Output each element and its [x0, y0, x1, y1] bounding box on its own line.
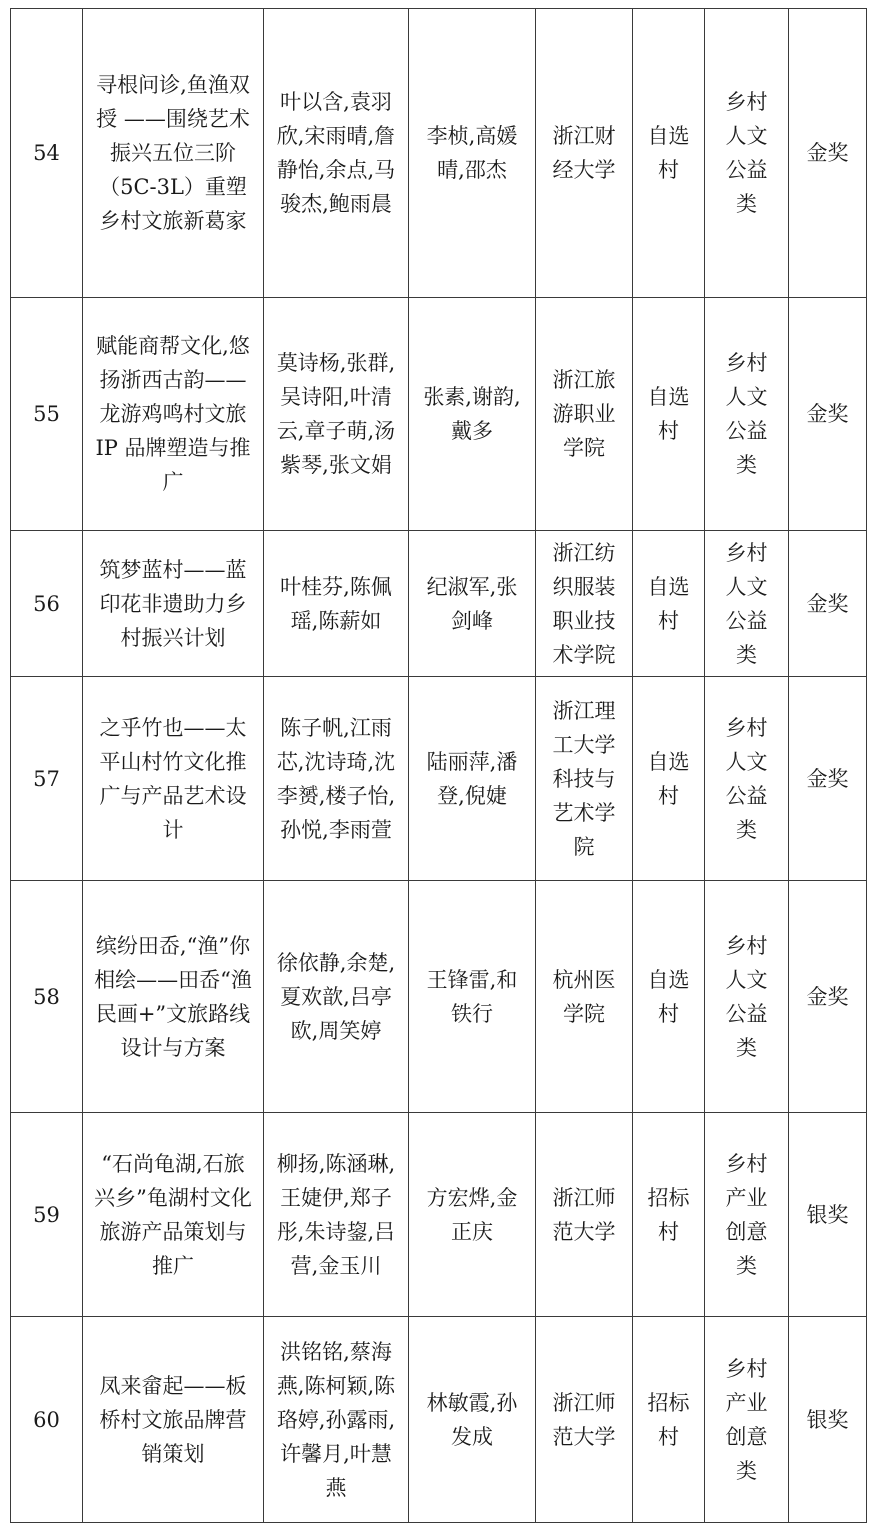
project-name: “石尚龟湖,石旅兴乡”龟湖村文化旅游产品策划与推广 — [83, 1113, 264, 1317]
table-row — [11, 881, 867, 1113]
table-row — [11, 1113, 867, 1317]
team-members: 洪铭铭,蔡海燕,陈柯颖,陈珞婷,孙露雨,许馨月,叶慧燕 — [264, 1317, 409, 1523]
advisors: 方宏烨,金正庆 — [409, 1113, 536, 1317]
table-row — [11, 531, 867, 677]
project-name: 寻根问诊,鱼渔双授 ——围绕艺术振兴五位三阶（5C-3L）重塑乡村文旅新葛家 — [83, 9, 264, 298]
table-row — [11, 298, 867, 531]
project-name: 缤纷田岙,“渔”你相绘——田岙“渔民画+”文旅路线设计与方案 — [83, 881, 264, 1113]
category: 乡村人文公益类 — [705, 677, 789, 881]
award-table — [10, 8, 867, 1523]
school: 浙江财经大学 — [536, 9, 633, 298]
award: 金奖 — [789, 531, 867, 677]
award: 金奖 — [789, 677, 867, 881]
award: 银奖 — [789, 1113, 867, 1317]
table-row — [11, 677, 867, 881]
category: 乡村人文公益类 — [705, 298, 789, 531]
village-type: 招标村 — [633, 1113, 705, 1317]
row-number: 60 — [11, 1317, 83, 1523]
village-type: 招标村 — [633, 1317, 705, 1523]
category: 乡村人文公益类 — [705, 9, 789, 298]
category: 乡村人文公益类 — [705, 881, 789, 1113]
award: 金奖 — [789, 881, 867, 1113]
team-members: 叶桂芬,陈佩瑶,陈薪如 — [264, 531, 409, 677]
advisors: 陆丽萍,潘登,倪婕 — [409, 677, 536, 881]
team-members: 徐依静,余楚,夏欢歆,吕亭欧,周笑婷 — [264, 881, 409, 1113]
school: 杭州医学院 — [536, 881, 633, 1113]
category: 乡村产业创意类 — [705, 1113, 789, 1317]
school: 浙江纺织服装职业技术学院 — [536, 531, 633, 677]
school: 浙江师范大学 — [536, 1317, 633, 1523]
advisors: 王锋雷,和铁行 — [409, 881, 536, 1113]
village-type: 自选村 — [633, 9, 705, 298]
category: 乡村人文公益类 — [705, 531, 789, 677]
award: 金奖 — [789, 298, 867, 531]
school: 浙江旅游职业学院 — [536, 298, 633, 531]
advisors: 纪淑军,张剑峰 — [409, 531, 536, 677]
row-number: 59 — [11, 1113, 83, 1317]
village-type: 自选村 — [633, 677, 705, 881]
award: 银奖 — [789, 1317, 867, 1523]
project-name: 之乎竹也——太平山村竹文化推广与产品艺术设计 — [83, 677, 264, 881]
village-type: 自选村 — [633, 881, 705, 1113]
team-members: 柳扬,陈涵琳,王婕伊,郑子彤,朱诗鋆,吕营,金玉川 — [264, 1113, 409, 1317]
project-name: 赋能商帮文化,悠扬浙西古韵——龙游鸡鸣村文旅 IP 品牌塑造与推广 — [83, 298, 264, 531]
project-name: 筑梦蓝村——蓝印花非遗助力乡村振兴计划 — [83, 531, 264, 677]
advisors: 林敏霞,孙发成 — [409, 1317, 536, 1523]
table-row — [11, 1317, 867, 1523]
row-number: 58 — [11, 881, 83, 1113]
award: 金奖 — [789, 9, 867, 298]
school: 浙江理工大学科技与艺术学院 — [536, 677, 633, 881]
row-number: 54 — [11, 9, 83, 298]
row-number: 55 — [11, 298, 83, 531]
project-name: 凤来畲起——板桥村文旅品牌营销策划 — [83, 1317, 264, 1523]
school: 浙江师范大学 — [536, 1113, 633, 1317]
village-type: 自选村 — [633, 531, 705, 677]
row-number: 56 — [11, 531, 83, 677]
team-members: 莫诗杨,张群,吴诗阳,叶清云,章子萌,汤紫琴,张文娟 — [264, 298, 409, 531]
advisors: 张素,谢韵,戴多 — [409, 298, 536, 531]
village-type: 自选村 — [633, 298, 705, 531]
team-members: 陈子帆,江雨芯,沈诗琦,沈李赟,楼子怡,孙悦,李雨萱 — [264, 677, 409, 881]
row-number: 57 — [11, 677, 83, 881]
advisors: 李桢,高媛晴,邵杰 — [409, 9, 536, 298]
team-members: 叶以含,袁羽欣,宋雨晴,詹静怡,余点,马骏杰,鲍雨晨 — [264, 9, 409, 298]
table-row — [11, 9, 867, 298]
category: 乡村产业创意类 — [705, 1317, 789, 1523]
